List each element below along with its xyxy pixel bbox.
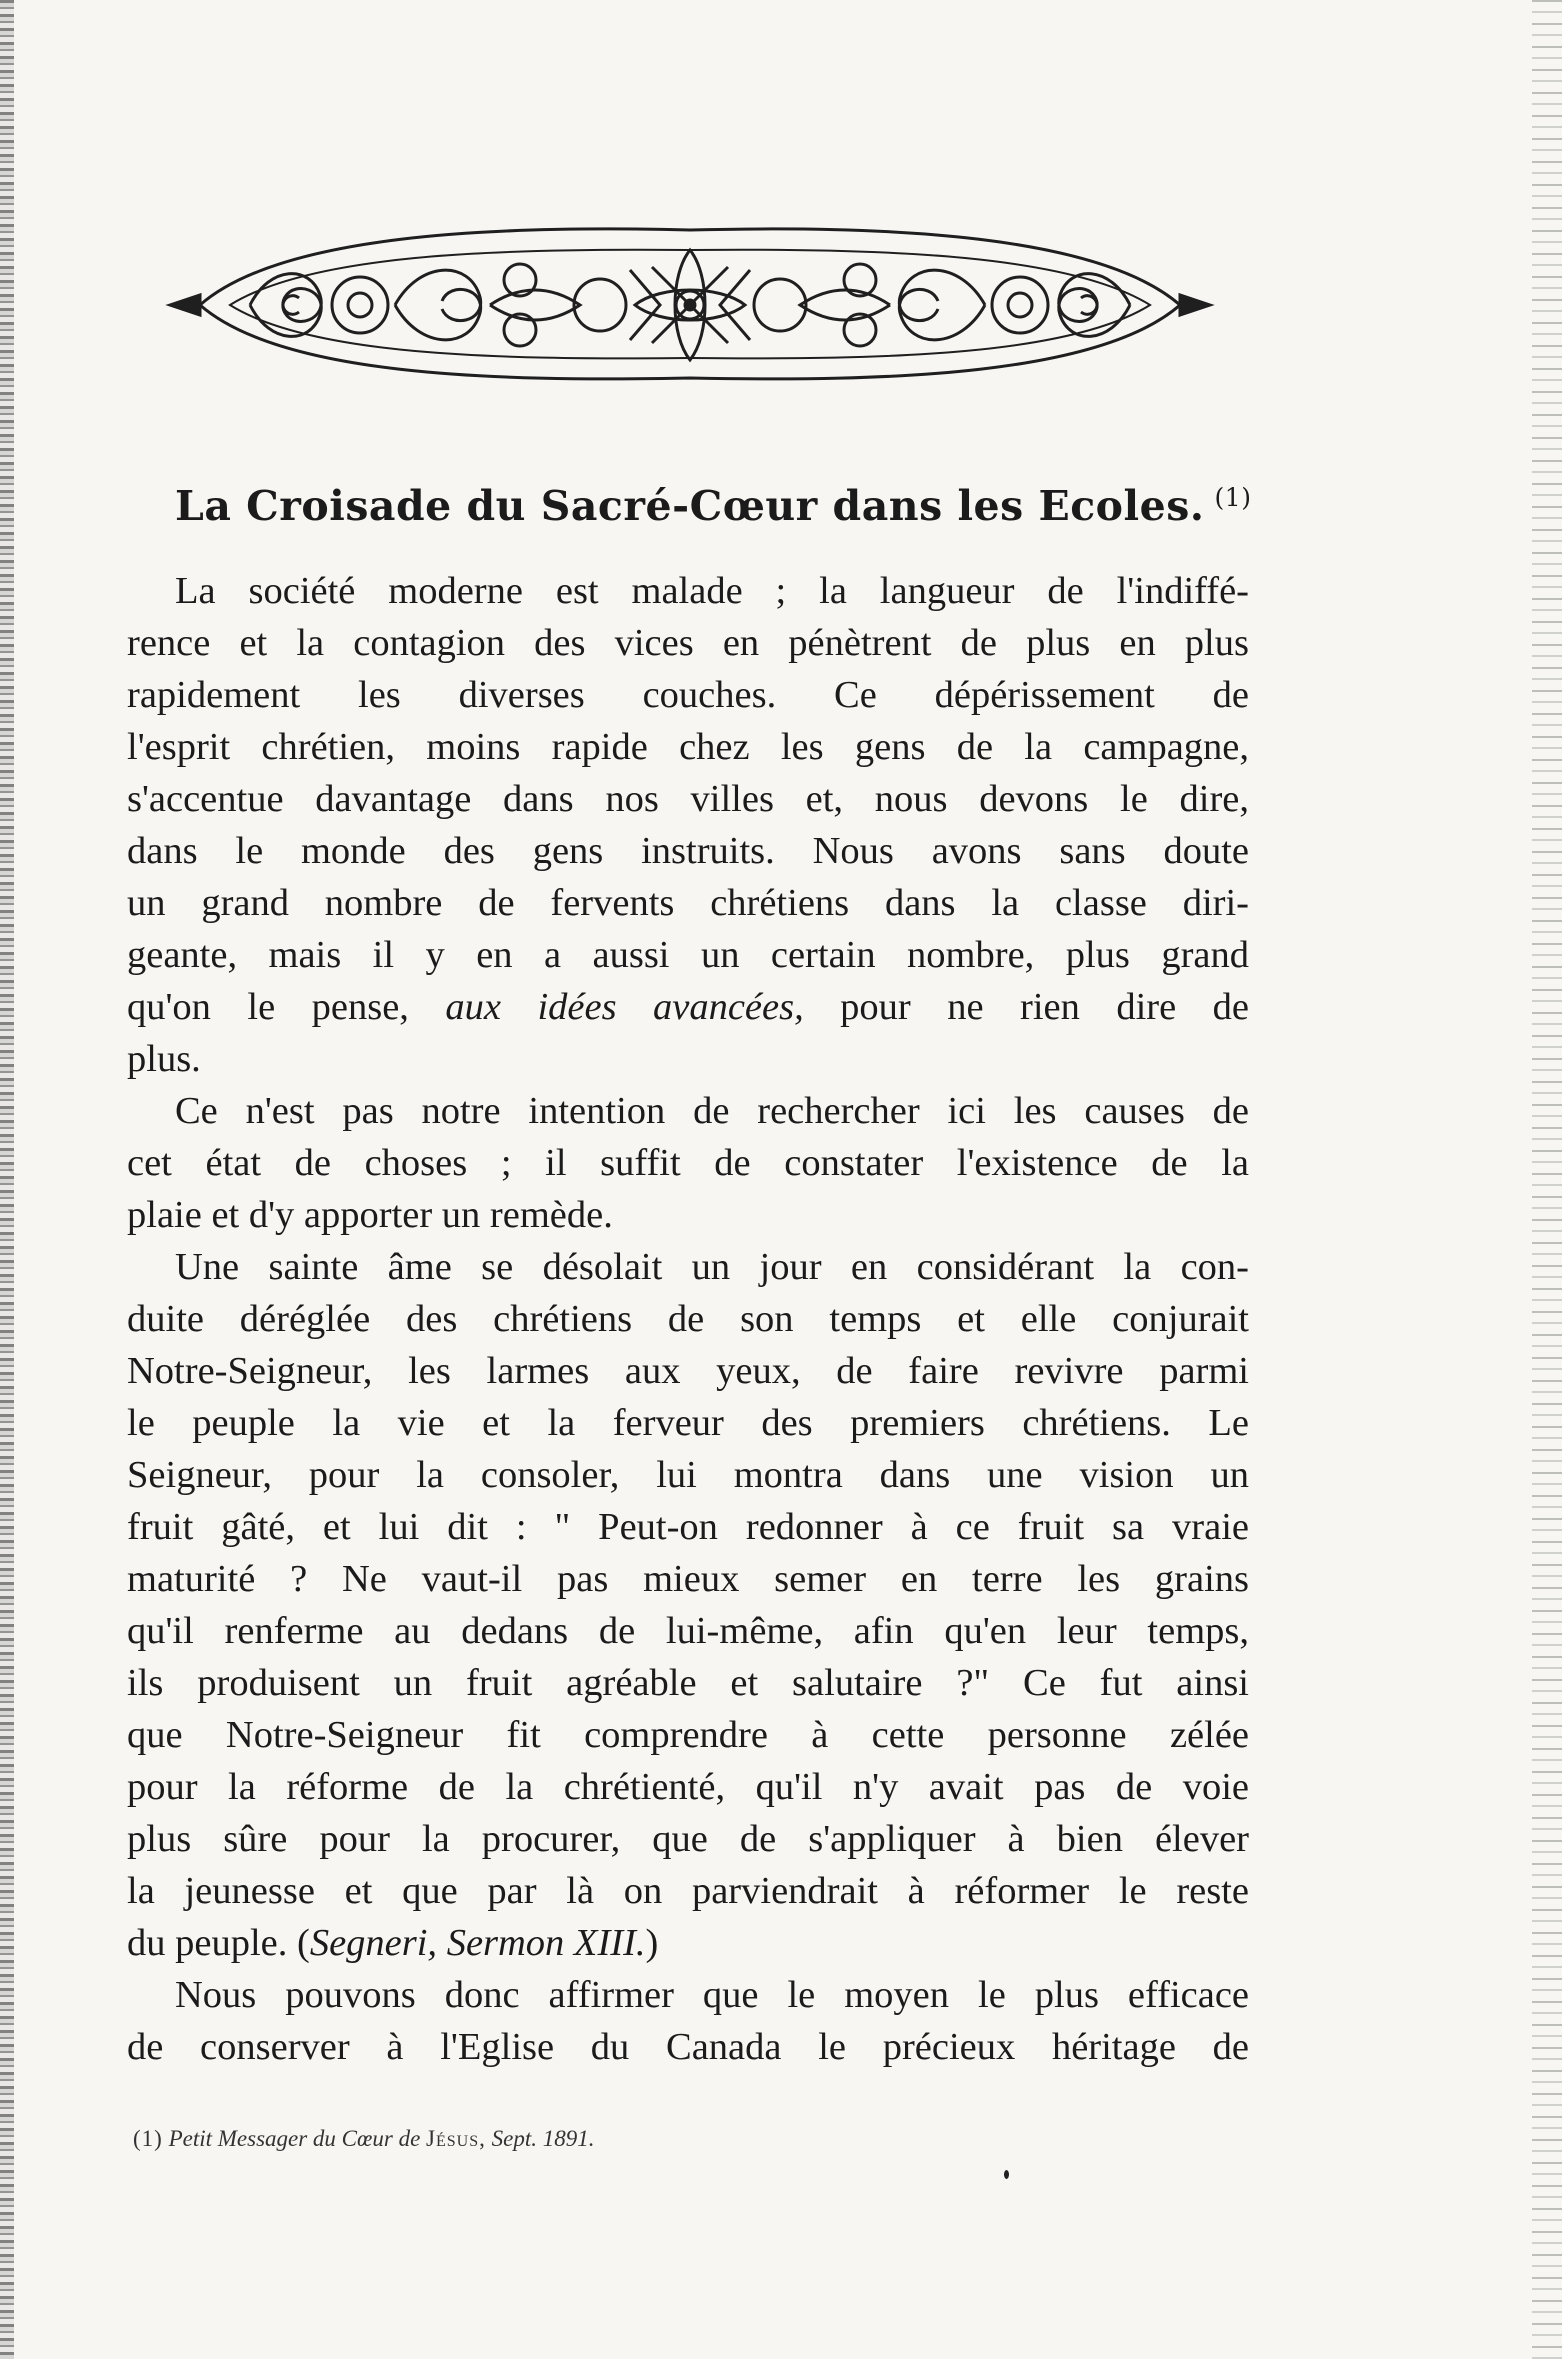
text-line: un grand nombre de fervents chrétiens dans la classe diri- (127, 882, 1249, 924)
text-line: plus sûre pour la procurer, que de s'appliquer à bien élever (127, 1818, 1249, 1860)
text-line: la jeunesse et que par là on parviendrait à réformer le reste (127, 1870, 1249, 1912)
italic-phrase: aux idées avancées, (445, 986, 804, 1028)
text-line: plus. (127, 1038, 201, 1080)
ornamental-headpiece (160, 220, 1220, 385)
text-line: ils produisent un fruit agréable et salutaire ?" Ce fut ainsi (127, 1662, 1249, 1704)
text-line: pour la réforme de la chrétienté, qu'il n'y avait pas de voie (127, 1766, 1249, 1808)
footnote-name: Jésus, (426, 2126, 486, 2151)
footnote-marker: (1) (133, 2126, 163, 2151)
article-title: La Croisade du Sacré-Cœur dans les Ecoles. $^{(1)}$ (175, 482, 1252, 530)
text-line: qu'on le pense, aux idées avancées, pour ne rien dire de (127, 986, 1249, 1028)
citation-author: Segneri, (309, 1922, 438, 1964)
footnote-source: Petit Messager du Cœur de (168, 2126, 421, 2151)
text-line: fruit gâté, et lui dit : " Peut-on redonner à ce fruit sa vraie (127, 1506, 1249, 1548)
text-line: Ce n'est pas notre intention de rechercher ici les causes de (175, 1090, 1249, 1132)
ink-speck (1004, 2170, 1009, 2179)
text-line: l'esprit chrétien, moins rapide chez les gens de la campagne, (127, 726, 1249, 768)
text-line: qu'il renferme au dedans de lui-même, afin qu'en leur temps, (127, 1610, 1249, 1652)
text-line: maturité ? Ne vaut-il pas mieux semer en terre les grains (127, 1558, 1249, 1600)
text-line: La société moderne est malade ; la langueur de l'indiffé- (175, 570, 1249, 612)
text-line: plaie et d'y apporter un remède. (127, 1194, 613, 1236)
text-line: rapidement les diverses couches. Ce dépérissement de (127, 674, 1249, 716)
text-line: rence et la contagion des vices en pénètrent de plus en plus (127, 622, 1249, 664)
scan-right-edge (1532, 0, 1562, 2359)
title-footnote-marker: (1) (1214, 483, 1252, 512)
text-line: cet état de choses ; il suffit de constater l'existence de la (127, 1142, 1249, 1184)
citation-line: du peuple. (Segneri, Sermon XIII.) (127, 1922, 659, 1964)
text-line: duite déréglée des chrétiens de son temps et elle conjurait (127, 1298, 1249, 1340)
text-line: Une sainte âme se désolait un jour en considérant la con- (175, 1246, 1249, 1288)
text-line: le peuple la vie et la ferveur des premiers chrétiens. Le (127, 1402, 1249, 1444)
text-line: s'accentue davantage dans nos villes et, nous devons le dire, (127, 778, 1249, 820)
text-line: dans le monde des gens instruits. Nous avons sans doute (127, 830, 1249, 872)
text-line: geante, mais il y en a aussi un certain nombre, plus grand (127, 934, 1249, 976)
footnote-date: Sept. 1891. (491, 2126, 595, 2151)
article-body (127, 565, 1249, 2073)
scan-left-edge (0, 0, 14, 2359)
footnote (133, 2126, 594, 2152)
text-line: Notre-Seigneur, les larmes aux yeux, de faire revivre parmi (127, 1350, 1249, 1392)
text-line: Nous pouvons donc affirmer que le moyen le plus efficace (175, 1974, 1249, 2016)
citation-work: Sermon XIII. (446, 1922, 646, 1964)
text-line: Seigneur, pour la consoler, lui montra dans une vision un (127, 1454, 1249, 1496)
text-line: de conserver à l'Eglise du Canada le précieux héritage de (127, 2026, 1249, 2068)
text-line: que Notre-Seigneur fit comprendre à cette personne zélée (127, 1714, 1249, 1756)
